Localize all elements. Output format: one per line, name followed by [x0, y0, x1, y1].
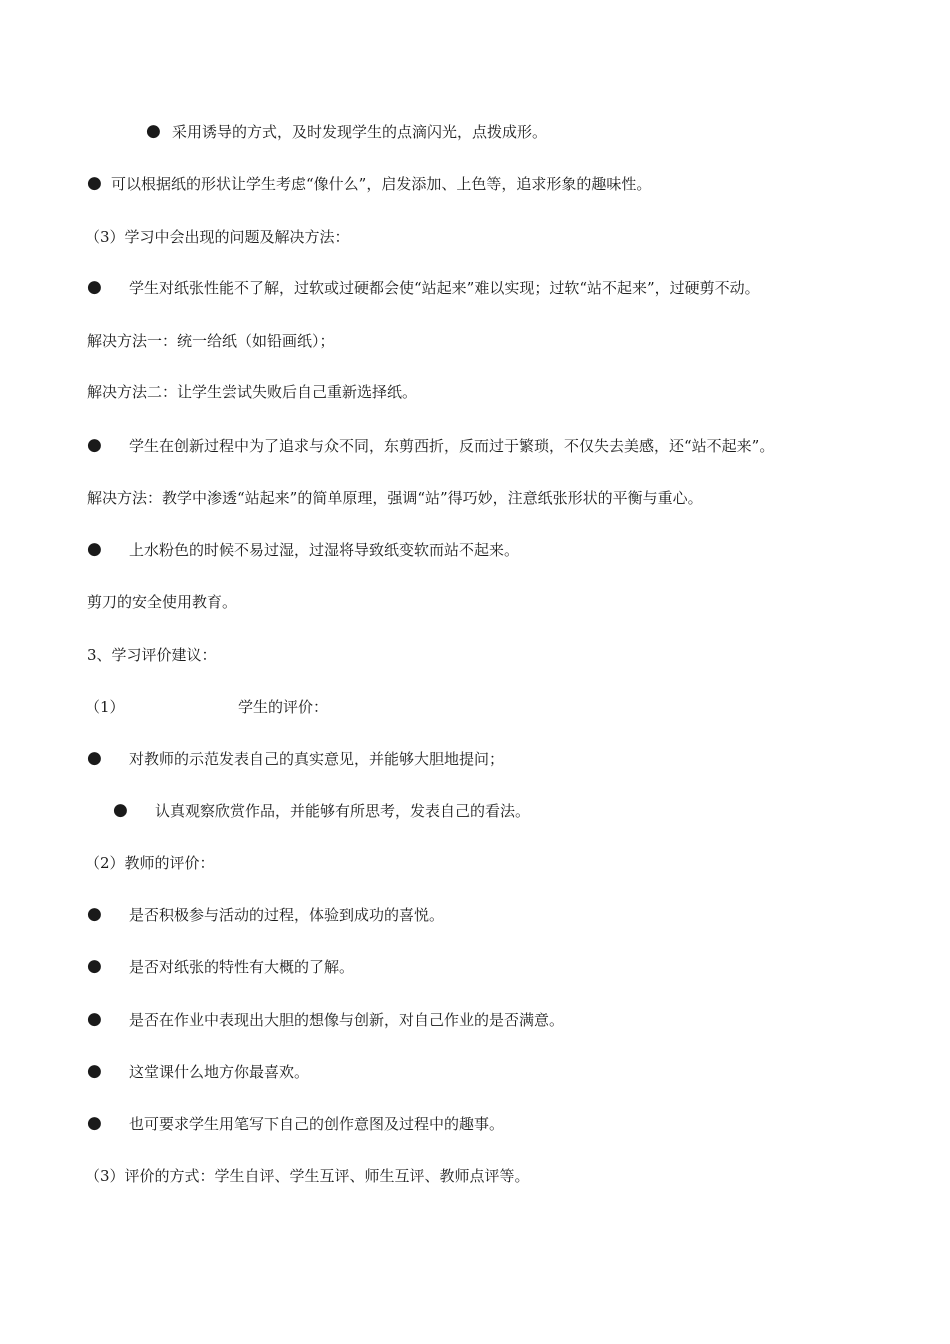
- subsection-heading: （2）教师的评价：: [85, 854, 215, 872]
- bullet-text: 也可要求学生用笔写下自己的创作意图及过程中的趣事。: [129, 1115, 505, 1133]
- bullet-icon: ●: [87, 1061, 102, 1081]
- bullet-icon: ●: [87, 748, 102, 768]
- subsection-heading: 学生的评价：: [238, 698, 329, 716]
- bullet-text: 学生对纸张性能不了解，过软或过硬都会使“站起来”难以实现；过软“站不起来”，过硬剪不动。: [129, 279, 760, 297]
- paragraph: 解决方法一：统一给纸（如铅画纸）；: [87, 332, 335, 350]
- bullet-text: 对教师的示范发表自己的真实意见，并能够大胆地提问；: [129, 750, 505, 768]
- paragraph: 剪刀的安全使用教育。: [87, 593, 238, 611]
- bullet-text: 这堂课什么地方你最喜欢。: [129, 1063, 310, 1081]
- bullet-text: 认真观察欣赏作品，并能够有所思考，发表自己的看法。: [155, 802, 531, 820]
- bullet-icon: ●: [87, 1009, 102, 1029]
- bullet-icon: ●: [87, 173, 102, 193]
- subsection-heading: （3）评价的方式：学生自评、学生互评、师生互评、教师点评等。: [85, 1167, 530, 1185]
- bullet-text: 上水粉色的时候不易过湿，过湿将导致纸变软而站不起来。: [129, 541, 520, 559]
- bullet-text: 采用诱导的方式，及时发现学生的点滴闪光，点拨成形。: [172, 123, 548, 141]
- bullet-icon: ●: [87, 539, 102, 559]
- bullet-icon: ●: [113, 800, 128, 820]
- paragraph: 解决方法：教学中渗透“站起来”的简单原理，强调“站”得巧妙，注意纸张形状的平衡与重心。: [87, 489, 703, 507]
- bullet-icon: ●: [87, 904, 102, 924]
- section-heading: 3、学习评价建议：: [87, 646, 217, 664]
- list-number: （1）: [85, 698, 125, 716]
- paragraph: 解决方法二：让学生尝试失败后自己重新选择纸。: [87, 383, 418, 401]
- bullet-icon: ●: [87, 435, 102, 455]
- bullet-icon: ●: [87, 956, 102, 976]
- bullet-icon: ●: [87, 277, 102, 297]
- bullet-icon: ●: [146, 121, 161, 141]
- bullet-text: 可以根据纸的形状让学生考虑“像什么”，启发添加、上色等，追求形象的趣味性。: [111, 175, 652, 193]
- bullet-text: 是否在作业中表现出大胆的想像与创新，对自己作业的是否满意。: [129, 1011, 565, 1029]
- bullet-icon: ●: [87, 1113, 102, 1133]
- bullet-text: 是否积极参与活动的过程，体验到成功的喜悦。: [129, 906, 445, 924]
- section-heading: （3）学习中会出现的问题及解决方法：: [85, 228, 350, 246]
- bullet-text: 是否对纸张的特性有大概的了解。: [129, 958, 355, 976]
- bullet-text: 学生在创新过程中为了追求与众不同，东剪西折，反而过于繁琐，不仅失去美感，还“站不起来”。: [129, 437, 775, 455]
